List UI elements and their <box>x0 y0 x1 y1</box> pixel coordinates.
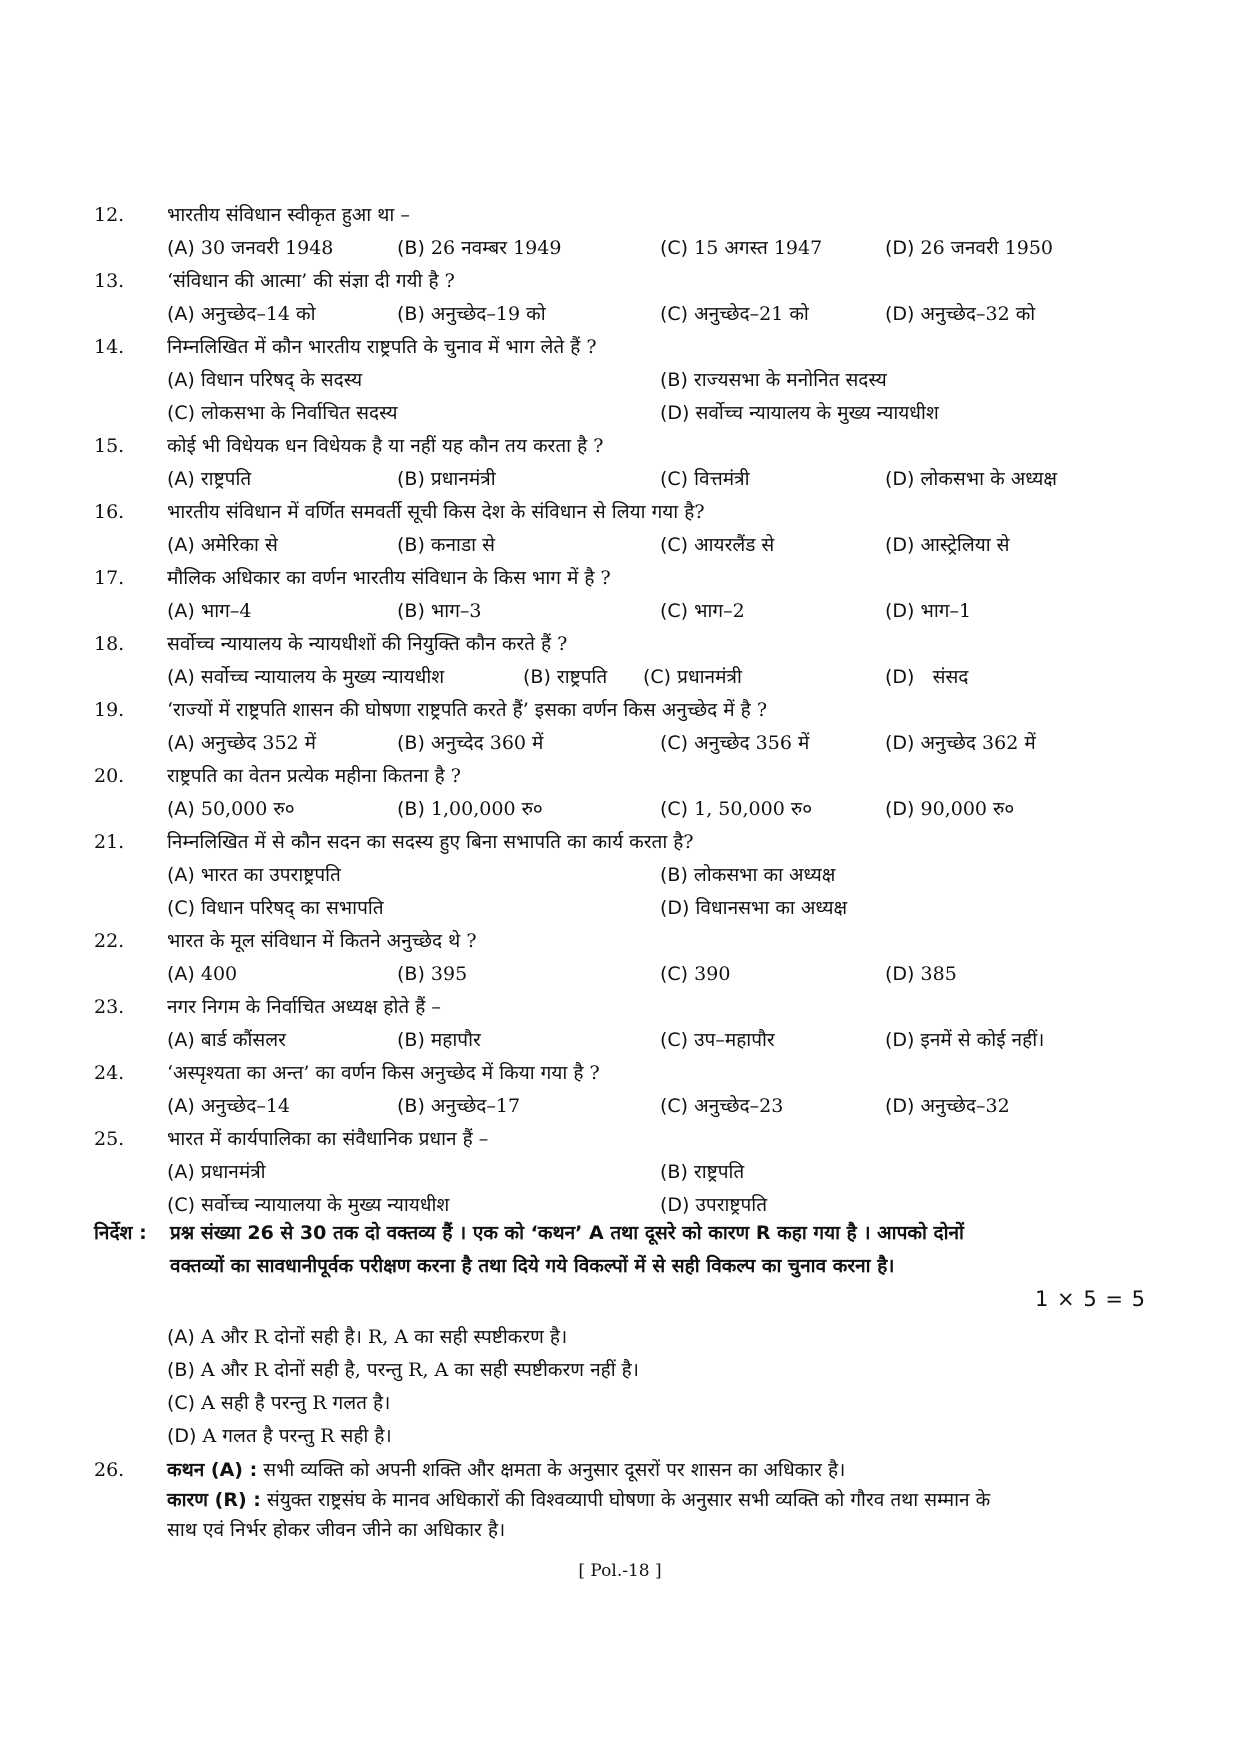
option-b: (B) भाग–3 <box>397 600 482 622</box>
option-b: (B) राष्ट्रपति <box>523 666 608 688</box>
question-text: निम्नलिखित में से कौन सदन का सदस्य हुए बिना सभापति का कार्य करता है? <box>167 831 694 853</box>
question-14 <box>0 332 1240 362</box>
question-number: 23. <box>94 996 125 1018</box>
option-b: (B) 1,00,000 रु० <box>397 798 543 820</box>
option-a: (A) अमेरिका से <box>167 534 278 556</box>
option-d: (D) सर्वोच्च न्यायालय के मुख्य न्यायधीश <box>660 402 939 424</box>
option-a: (A) राष्ट्रपति <box>167 468 252 490</box>
option-b: (B) अनुच्छेद–17 <box>397 1095 521 1117</box>
option-d: (D) 90,000 रु० <box>885 798 1015 820</box>
question-text: ‘राज्यों में राष्ट्रपति शासन की घोषणा राष्ट्रपति करते हैं’ इसका वर्णन किस अनुच्छेद में है ? <box>167 699 768 721</box>
option-a: (A) सर्वोच्च न्यायालय के मुख्य न्यायधीश <box>167 666 445 688</box>
question-23 <box>0 992 1240 1022</box>
question-number: 24. <box>94 1062 125 1084</box>
question-text: राष्ट्रपति का वेतन प्रत्येक महीना कितना है ? <box>167 765 461 787</box>
question-19 <box>0 695 1240 725</box>
option-a: (A) भाग–4 <box>167 600 252 622</box>
option-d: (D) उपराष्ट्रपति <box>660 1194 768 1216</box>
question-21 <box>0 827 1240 857</box>
question-15 <box>0 431 1240 461</box>
option-c: (C) अनुच्छेद 356 में <box>660 732 810 754</box>
option-a: (A) 400 <box>167 963 238 985</box>
question-22 <box>0 926 1240 956</box>
option-c: (C) भाग–2 <box>660 600 745 622</box>
question-text: कोई भी विधेयक धन विधेयक है या नहीं यह कौन तय करता है ? <box>167 435 604 457</box>
option-b: (B) राष्ट्रपति <box>660 1161 745 1183</box>
option-b: (B) लोकसभा का अध्यक्ष <box>660 864 836 886</box>
option-a: (A) अनुच्छेद–14 को <box>167 303 316 325</box>
question-16 <box>0 497 1240 527</box>
question-text: ‘संविधान की आत्मा’ की संज्ञा दी गयी है ? <box>167 270 455 292</box>
question-text: निम्नलिखित में कौन भारतीय राष्ट्रपति के चुनाव में भाग लेते हैं ? <box>167 336 597 358</box>
option-d: (D) अनुच्छेद 362 में <box>885 732 1036 754</box>
question-number: 22. <box>94 930 125 952</box>
question-number: 26. <box>94 1459 125 1481</box>
reason-statement: कारण (R) : संयुक्त राष्ट्रसंघ के मानव अधिकारों की विश्वव्यापी घोषणा के अनुसार सभी व्यक्ति को गौरव तथा सम्मान के <box>167 1489 991 1511</box>
option-c: (C) 390 <box>660 963 731 985</box>
option-c: (C) वित्तमंत्री <box>660 468 750 490</box>
option-b: (B) प्रधानमंत्री <box>397 468 496 490</box>
directions-text-line1: प्रश्न संख्या 26 से 30 तक दो वक्तव्य हैं । एक को ‘कथन’ A तथा दूसरे को कारण R कहा गया है । आपको दोनों <box>170 1222 964 1244</box>
option-d: (D) भाग–1 <box>885 600 972 622</box>
question-text: सर्वोच्च न्यायालय के न्यायधीशों की नियुक्ति कौन करते हैं ? <box>167 633 568 655</box>
option-d: (D) आस्ट्रेलिया से <box>885 534 1010 556</box>
ar-option-c: (C) A सही है परन्तु R गलत है। <box>167 1392 391 1414</box>
question-20 <box>0 761 1240 791</box>
question-text: भारतीय संविधान में वर्णित समवर्ती सूची किस देश के संविधान से लिया गया है? <box>167 501 705 523</box>
option-b: (B) अनुच्देद 360 में <box>397 732 544 754</box>
option-c: (C) अनुच्छेद–23 <box>660 1095 784 1117</box>
question-number: 18. <box>94 633 125 655</box>
question-24 <box>0 1058 1240 1088</box>
option-c: (C) लोकसभा के निर्वाचित सदस्य <box>167 402 398 424</box>
option-a: (A) बार्ड कौंसलर <box>167 1029 286 1051</box>
ar-option-a: (A) A और R दोनों सही है। R, A का सही स्पष्टीकरण है। <box>167 1326 568 1348</box>
option-b: (B) महापौर <box>397 1029 481 1051</box>
option-c: (C) 1, 50,000 रु० <box>660 798 813 820</box>
question-number: 20. <box>94 765 125 787</box>
option-d: (D) संसद <box>885 666 969 688</box>
option-a: (A) 50,000 रु० <box>167 798 295 820</box>
question-18 <box>0 629 1240 659</box>
option-a: (A) 30 जनवरी 1948 <box>167 237 334 259</box>
reason-label: कारण (R) : <box>167 1489 261 1511</box>
ar-option-b: (B) A और R दोनों सही है, परन्तु R, A का सही स्पष्टीकरण नहीं है। <box>167 1359 639 1381</box>
question-12 <box>0 200 1240 230</box>
option-c: (C) अनुच्छेद–21 को <box>660 303 809 325</box>
question-text: भारत में कार्यपालिका का संवैधानिक प्रधान हैं – <box>167 1128 489 1150</box>
question-number: 12. <box>94 204 125 226</box>
option-d: (D) विधानसभा का अध्यक्ष <box>660 897 848 919</box>
question-number: 15. <box>94 435 125 457</box>
option-a: (A) अनुच्छेद–14 <box>167 1095 291 1117</box>
directions-text-line2: वक्तव्यों का सावधानीपूर्वक परीक्षण करना है तथा दिये गये विकल्पों में से सही विकल्प का चुनाव करना है। <box>170 1255 895 1277</box>
reason-statement-continued: साथ एवं निर्भर होकर जीवन जीने का अधिकार है। <box>167 1519 506 1541</box>
option-c: (C) विधान परिषद् का सभापति <box>167 897 384 919</box>
ar-option-d: (D) A गलत है परन्तु R सही है। <box>167 1425 392 1447</box>
assertion-statement: कथन (A) : सभी व्यक्ति को अपनी शक्ति और क्षमता के अनुसार दूसरों पर शासन का अधिकार है। <box>167 1459 846 1481</box>
option-b: (B) 395 <box>397 963 468 985</box>
option-d: (D) अनुच्छेद–32 को <box>885 303 1036 325</box>
option-d: (D) लोकसभा के अध्यक्ष <box>885 468 1058 490</box>
question-13 <box>0 266 1240 296</box>
question-25 <box>0 1124 1240 1154</box>
option-a: (A) विधान परिषद् के सदस्य <box>167 369 363 391</box>
question-number: 16. <box>94 501 125 523</box>
option-d: (D) अनुच्छेद–32 <box>885 1095 1010 1117</box>
question-number: 14. <box>94 336 125 358</box>
question-number: 17. <box>94 567 125 589</box>
question-text: भारत के मूल संविधान में कितने अनुच्छेद थे ? <box>167 930 477 952</box>
question-number: 25. <box>94 1128 125 1150</box>
question-text: ‘अस्पृश्यता का अन्त’ का वर्णन किस अनुच्छेद में किया गया है ? <box>167 1062 600 1084</box>
question-text: भारतीय संविधान स्वीकृत हुआ था – <box>167 204 410 226</box>
question-number: 19. <box>94 699 125 721</box>
option-b: (B) कनाडा से <box>397 534 495 556</box>
question-number: 13. <box>94 270 125 292</box>
option-d: (D) इनमें से कोई नहीं। <box>885 1029 1045 1051</box>
assertion-label: कथन (A) : <box>167 1459 258 1481</box>
option-c: (C) 15 अगस्त 1947 <box>660 237 823 259</box>
option-d: (D) 385 <box>885 963 957 985</box>
marks-label: 1 × 5 = 5 <box>1035 1287 1146 1311</box>
question-text: नगर निगम के निर्वाचित अध्यक्ष होते हैं – <box>167 996 441 1018</box>
question-17 <box>0 563 1240 593</box>
option-c: (C) उप–महापौर <box>660 1029 775 1051</box>
option-a: (A) प्रधानमंत्री <box>167 1161 266 1183</box>
option-a: (A) भारत का उपराष्ट्रपति <box>167 864 341 886</box>
option-b: (B) अनुच्छेद–19 को <box>397 303 546 325</box>
option-d: (D) 26 जनवरी 1950 <box>885 237 1054 259</box>
option-c: (C) आयरलैंड से <box>660 534 775 556</box>
directions-heading: निर्देश : <box>94 1222 147 1244</box>
option-c: (C) सर्वोच्च न्यायालया के मुख्य न्यायधीश <box>167 1194 450 1216</box>
option-b: (B) 26 नवम्बर 1949 <box>397 237 562 259</box>
page-footer: [ Pol.-18 ] <box>578 1561 662 1581</box>
question-number: 21. <box>94 831 125 853</box>
option-c: (C) प्रधानमंत्री <box>643 666 742 688</box>
question-text: मौलिक अधिकार का वर्णन भारतीय संविधान के किस भाग में है ? <box>167 567 611 589</box>
option-a: (A) अनुच्छेद 352 में <box>167 732 317 754</box>
option-b: (B) राज्यसभा के मनोनित सदस्य <box>660 369 887 391</box>
